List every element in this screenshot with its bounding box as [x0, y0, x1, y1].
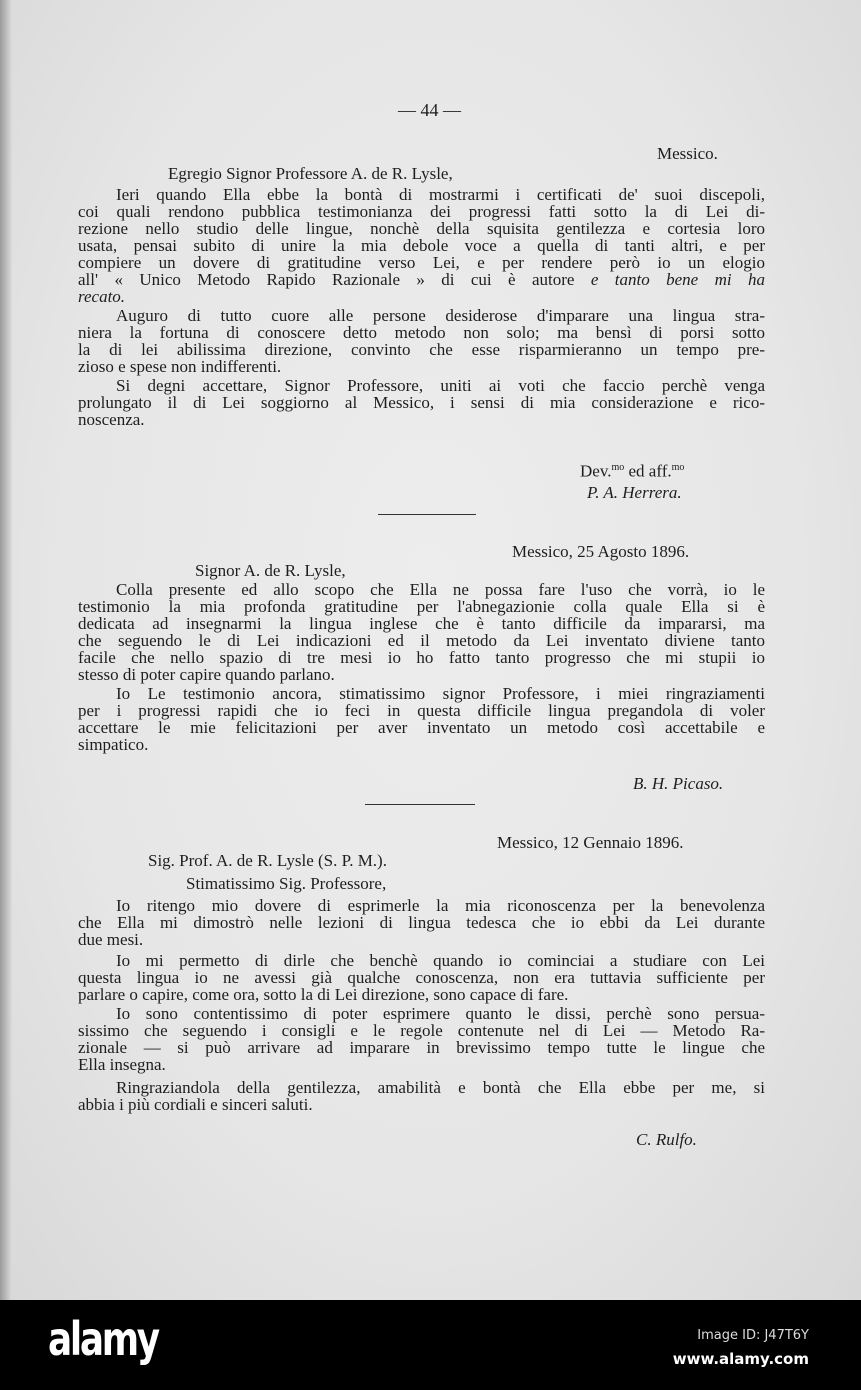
text-line	[78, 719, 765, 736]
letter-2-body	[78, 581, 765, 753]
letter-2-place-date: Messico, 25 Agosto 1896.	[512, 542, 690, 561]
text-line	[78, 307, 765, 324]
text-segment: zioso e spese non indifferenti.	[78, 357, 282, 376]
text-line	[78, 288, 765, 305]
text-segment: simpatico.	[78, 735, 149, 754]
paragraph	[78, 685, 765, 753]
text-line	[78, 952, 765, 969]
text-line	[78, 649, 765, 666]
text-segment: coi quali rendono pubblica testimonianza dei progressi fatti sotto la di Lei di-	[78, 202, 765, 221]
letter-3-place-date: Messico, 12 Gennaio 1896.	[497, 833, 684, 852]
text-line	[78, 969, 765, 986]
text-line	[78, 324, 765, 341]
text-line	[78, 685, 765, 702]
text-line	[78, 186, 765, 203]
text-segment: Io Le testimonio ancora, stimatissimo signor Professore, i miei ringraziamenti	[116, 684, 765, 703]
italic-text: e tanto bene mi ha	[590, 270, 765, 289]
text-line	[78, 581, 765, 598]
text-segment: abbia i più cordiali e sinceri saluti.	[78, 1095, 313, 1114]
text-segment: questa lingua io ne avessi già qualche conoscenza, non era tuttavia sufficiente per	[78, 968, 765, 987]
italic-text: recato.	[78, 287, 126, 306]
paragraph	[78, 1079, 765, 1113]
text-segment: testimonio la mia profonda gratitudine per l'abnegazionie colla quale Ella si è	[78, 597, 765, 616]
text-line	[78, 1079, 765, 1096]
text-line	[78, 254, 765, 271]
text-segment: Colla presente ed allo scopo che Ella ne possa fare l'uso che vorrà, io le	[116, 580, 765, 599]
text-segment: compiere un dovere di gratitudine verso Lei, e per rendere però io un elogio	[78, 253, 765, 272]
letter-3-salutation: Sig. Prof. A. de R. Lysle (S. P. M.).	[148, 851, 387, 870]
text-line	[78, 1056, 765, 1073]
text-segment: usata, pensai subito di unire la mia debole voce a quella di tanti altri, e per	[78, 236, 765, 255]
closing-text: ed aff.	[624, 461, 672, 481]
text-segment: prolungato il di Lei soggiorno al Messico, i sensi di mia considerazione e rico-	[78, 393, 765, 412]
text-line	[78, 1022, 765, 1039]
text-segment: Ieri quando Ella ebbe la bontà di mostrarmi i certificati de' suoi discepoli,	[116, 185, 765, 204]
alamy-logo: alamy	[48, 1312, 158, 1366]
text-line	[78, 341, 765, 358]
text-segment: Io ritengo mio dovere di esprimerle la mia riconoscenza per la benevolenza	[116, 896, 765, 915]
image-id-label: Image ID: J47T6Y	[697, 1328, 809, 1343]
text-line	[78, 632, 765, 649]
text-line	[78, 666, 765, 683]
paragraph	[78, 307, 765, 375]
text-line	[78, 702, 765, 719]
text-line	[78, 914, 765, 931]
text-segment: che Ella mi dimostrò nelle lezioni di lingua tedesca che io ebbi da Lei durante	[78, 913, 765, 932]
text-line	[78, 377, 765, 394]
text-segment: Si degni accettare, Signor Professore, uniti ai voti che faccio perchè venga	[116, 376, 765, 395]
closing-superscript: mo	[671, 462, 685, 473]
text-line	[78, 237, 765, 254]
section-divider	[378, 514, 476, 515]
paragraph	[78, 952, 765, 1003]
letter-3-body	[78, 897, 765, 1113]
text-segment: stesso di poter capire quando parlano.	[78, 665, 335, 684]
text-segment: Ringraziandola della gentilezza, amabilità e bontà che Ella ebbe per me, si	[116, 1078, 765, 1097]
text-line	[78, 615, 765, 632]
text-line	[78, 897, 765, 914]
text-segment: Io mi permetto di dirle che benchè quando io cominciai a studiare con Lei	[116, 951, 765, 970]
text-segment: niera la fortuna di conoscere detto metodo non solo; ma bensì di porsi sotto	[78, 323, 765, 342]
text-segment: che seguendo le di Lei indicazioni ed il metodo da Lei inventato diviene tanto	[78, 631, 765, 650]
letter-2-signature: B. H. Picaso.	[633, 774, 724, 793]
text-segment: sissimo che seguendo i consigli e le regole contenute nel di Lei — Metodo Ra-	[78, 1021, 765, 1040]
letter-1-closing	[580, 459, 684, 481]
text-segment: facile che nello spazio di tre mesi io ho fatto tanto progresso che mi stupii io	[78, 648, 765, 667]
section-divider	[365, 804, 475, 805]
paragraph	[78, 897, 765, 948]
letter-3-salutation-line-2: Stimatissimo Sig. Professore,	[186, 874, 387, 893]
text-segment: Auguro di tutto cuore alle persone desiderose d'imparare una lingua stra-	[116, 306, 765, 325]
text-line	[78, 1096, 765, 1113]
text-segment: per i progressi rapidi che io feci in questa difficile lingua pregandola di voler	[78, 701, 765, 720]
text-line	[78, 203, 765, 220]
text-line	[78, 931, 765, 948]
closing-superscript: mo	[611, 462, 625, 473]
text-line	[78, 986, 765, 1003]
text-line	[78, 1039, 765, 1056]
text-segment: rezione nello studio delle lingue, nonchè della squisita gentilezza e cortesia loro	[78, 219, 765, 238]
text-segment: accettare le mie felicitazioni per aver inventato un metodo così accettabile e	[78, 718, 765, 737]
text-segment: la di lei abilissima direzione, convinto che esse risparmieranno un tempo pre-	[78, 340, 765, 359]
text-line	[78, 598, 765, 615]
text-segment: noscenza.	[78, 410, 145, 429]
text-segment: dedicata ad insegnarmi la lingua inglese che è tanto difficile da impararsi, ma	[78, 614, 765, 633]
letter-1-body	[78, 186, 765, 428]
text-line	[78, 1005, 765, 1022]
text-line	[78, 220, 765, 237]
watermark-url: www.alamy.com	[672, 1350, 809, 1368]
letter-1-salutation: Egregio Signor Professore A. de R. Lysle,	[168, 164, 453, 183]
letter-3-signature: C. Rulfo.	[636, 1130, 697, 1149]
text-line	[78, 394, 765, 411]
paragraph	[78, 377, 765, 428]
letter-1-signature: P. A. Herrera.	[587, 483, 682, 502]
closing-text: Dev.	[580, 461, 612, 481]
paragraph	[78, 186, 765, 305]
text-line	[78, 358, 765, 375]
text-segment: due mesi.	[78, 930, 144, 949]
text-line	[78, 271, 765, 288]
text-line	[78, 411, 765, 428]
letter-2-salutation: Signor A. de R. Lysle,	[195, 561, 346, 580]
text-segment: Io sono contentissimo di poter esprimere quanto le dissi, perchè sono persua-	[116, 1004, 765, 1023]
text-segment: parlare o capire, come ora, sotto la di Lei direzione, sono capace di fare.	[78, 985, 569, 1004]
watermark-bar	[0, 1300, 861, 1390]
paragraph	[78, 1005, 765, 1073]
letter-1-place-date: Messico.	[657, 144, 718, 163]
paragraph	[78, 581, 765, 683]
page-number: — 44 —	[398, 100, 461, 120]
text-segment: Ella insegna.	[78, 1055, 166, 1074]
text-segment: zionale — si può arrivare ad imparare in brevissimo tempo tutte le lingue che	[78, 1038, 765, 1057]
text-segment: all' « Unico Metodo Rapido Razionale » di cui è autore	[78, 270, 591, 289]
text-line	[78, 736, 765, 753]
